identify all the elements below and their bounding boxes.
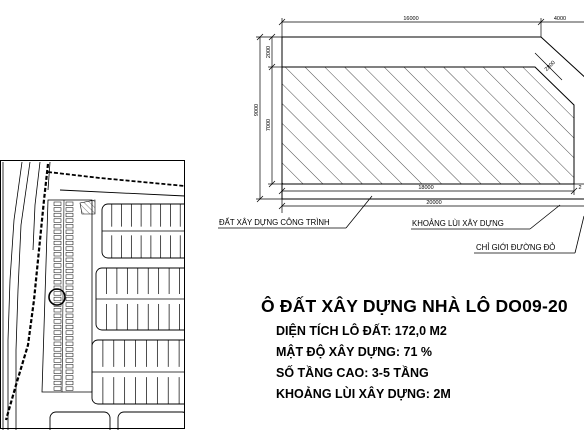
setback-distance: KHOẢNG LÙI XÂY DỰNG: 2M xyxy=(276,387,451,401)
dim-bottom-right: 2 xyxy=(578,185,582,191)
label-setback: KHOẢNG LÙI XÂY DỰNG xyxy=(412,219,504,228)
left-dimension xyxy=(256,34,282,202)
building-density: MẬT ĐỘ XÂY DỰNG: 71 % xyxy=(276,345,432,359)
dim-top-right: 4000 xyxy=(553,16,567,22)
location-map xyxy=(1,161,191,438)
lot-drawing xyxy=(218,16,584,253)
dim-diagonal: 2800 xyxy=(543,59,557,73)
floor-count: SỐ TẦNG CAO: 3-5 TẦNG xyxy=(276,366,429,380)
dim-bottom-inner: 18000 xyxy=(418,185,434,191)
top-dimension xyxy=(279,18,584,37)
dim-left-top: 2000 xyxy=(266,45,272,59)
lot-title: Ô ĐẤT XÂY DỰNG NHÀ LÔ DO09-20 xyxy=(261,296,568,316)
buildable-area xyxy=(282,67,574,184)
dim-top-length: 16000 xyxy=(403,16,419,22)
lot-area: DIỆN TÍCH LÔ ĐẤT: 172,0 M2 xyxy=(276,324,447,338)
dim-bottom-outer: 20000 xyxy=(426,200,442,206)
label-road-boundary: CHỈ GIỚI ĐƯỜNG ĐỎ xyxy=(476,243,556,252)
dim-left-main: 7000 xyxy=(266,118,272,132)
dim-left-outer: 9000 xyxy=(254,103,260,117)
label-buildable-area: ĐẤT XÂY DỰNG CÔNG TRÌNH xyxy=(219,218,330,227)
